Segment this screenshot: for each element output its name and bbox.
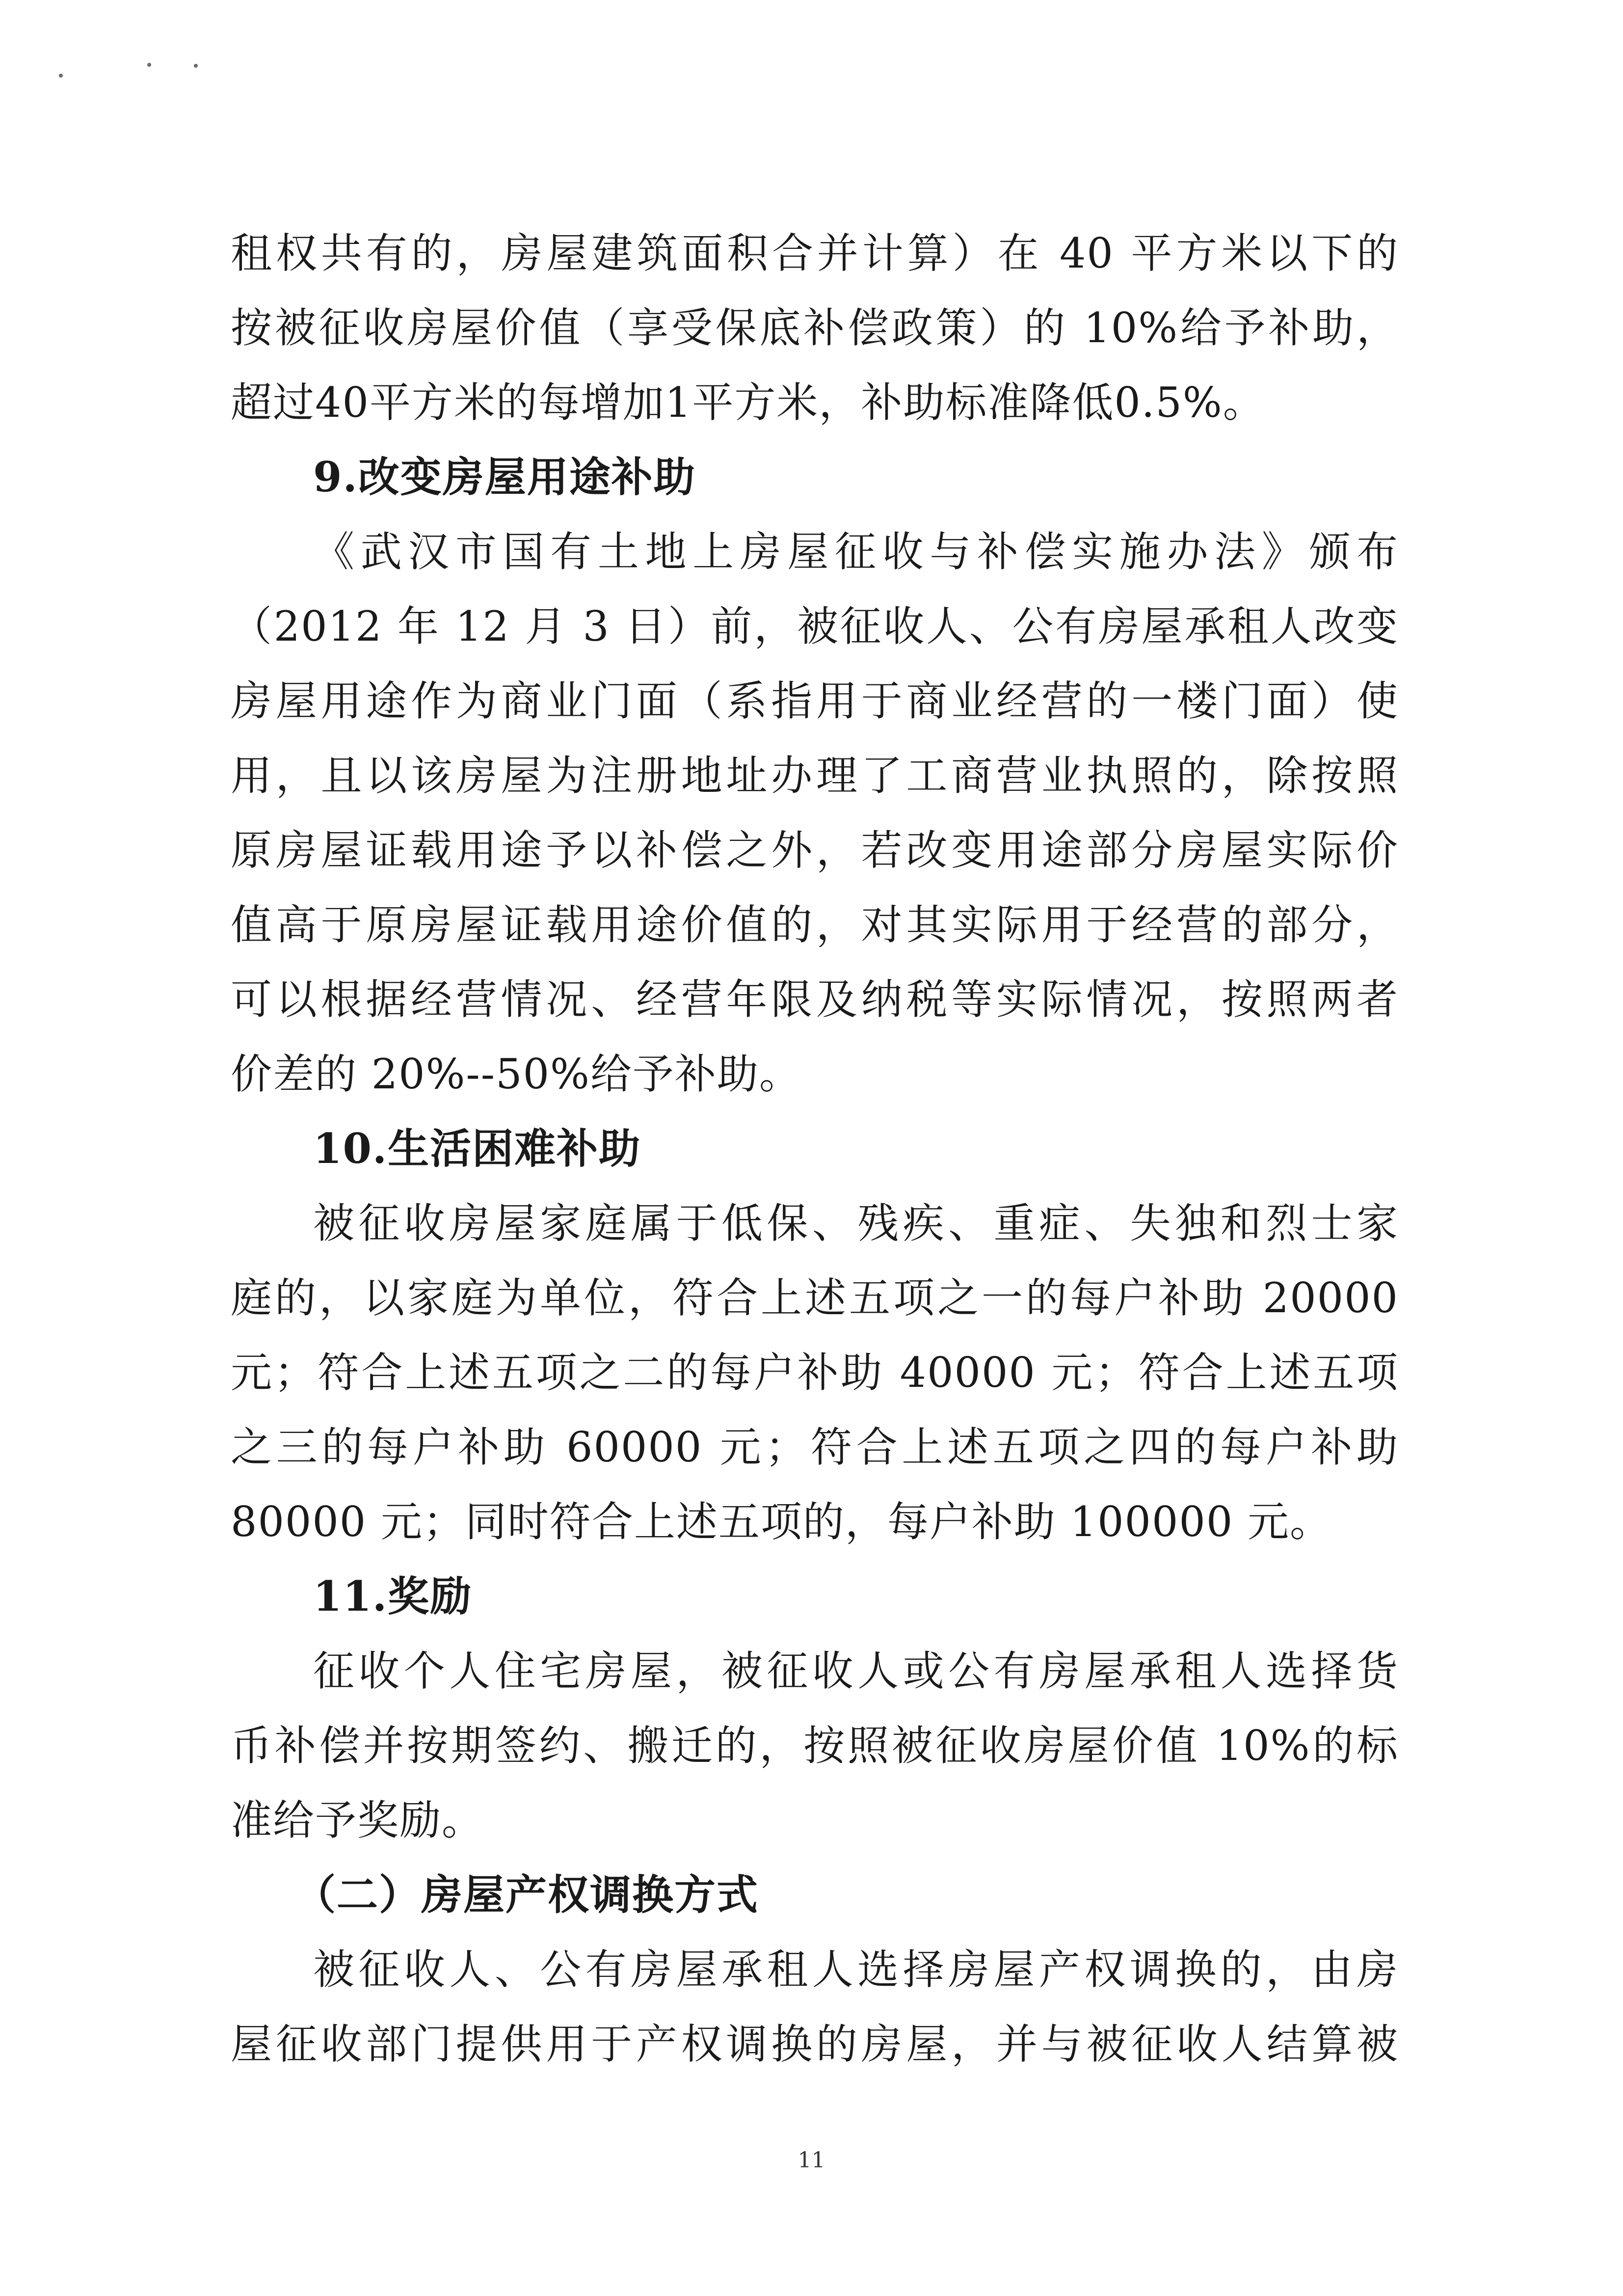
document-body [231,216,1399,2081]
paragraph-line: 租权共有的，房屋建筑面积合并计算）在 40 平方米以下的 [231,229,1399,277]
scan-mark [147,63,151,67]
section-heading: 11.奖励 [313,1572,473,1621]
paragraph-line: 元；符合上述五项之二的每户补助 40000 元；符合上述五项 [231,1349,1399,1397]
section-heading: 9.改变房屋用途补助 [313,453,696,501]
paragraph-line: 庭的，以家庭为单位，符合上述五项之一的每户补助 20000 [231,1274,1399,1322]
paragraph-line: 按被征收房屋价值（享受保底补偿政策）的 10%给予补助， [231,304,1399,352]
paragraph-line: 征收个人住宅房屋，被征收人或公有房屋承租人选择货 [313,1647,1399,1695]
paragraph-line: 值高于原房屋证载用途价值的，对其实际用于经营的部分， [231,901,1399,949]
paragraph-line: 屋征收部门提供用于产权调换的房屋，并与被征收人结算被 [231,2020,1399,2068]
paragraph-line: 准给予奖励。 [231,1796,484,1844]
paragraph-line: 价差的 20%--50%给予补助。 [231,1050,801,1098]
paragraph-line: 可以根据经营情况、经营年限及纳税等实际情况，按照两者 [231,975,1399,1024]
paragraph-line: 房屋用途作为商业门面（系指用于商业经营的一楼门面）使 [231,677,1399,725]
paragraph-line: 原房屋证载用途予以补偿之外，若改变用途部分房屋实际价 [231,826,1399,874]
paragraph-line: （2012 年 12 月 3 日）前，被征收人、公有房屋承租人改变 [231,602,1399,650]
scan-mark [59,74,63,78]
page-number: 11 [798,2148,825,2173]
section-heading: （二）房屋产权调换方式 [294,1870,759,1919]
scan-mark [194,64,198,68]
paragraph-line: 80000 元；同时符合上述五项的，每户补助 100000 元。 [231,1498,1332,1546]
paragraph-line: 《武汉市国有土地上房屋征收与补偿实施办法》颁布 [313,528,1399,576]
paragraph-line: 被征收人、公有房屋承租人选择房屋产权调换的，由房 [313,1945,1399,1994]
paragraph-line: 之三的每户补助 60000 元；符合上述五项之四的每户补助 [231,1423,1399,1471]
paragraph-line: 币补偿并按期签约、搬迁的，按照被征收房屋价值 10%的标 [231,1722,1399,1770]
paragraph-line: 被征收房屋家庭属于低保、残疾、重症、失独和烈士家 [313,1199,1399,1247]
paragraph-line: 超过40平方米的每增加1平方米，补助标准降低0.5%。 [231,378,1265,427]
paragraph-line: 用，且以该房屋为注册地址办理了工商营业执照的，除按照 [231,752,1399,800]
section-heading: 10.生活困难补助 [313,1124,641,1173]
